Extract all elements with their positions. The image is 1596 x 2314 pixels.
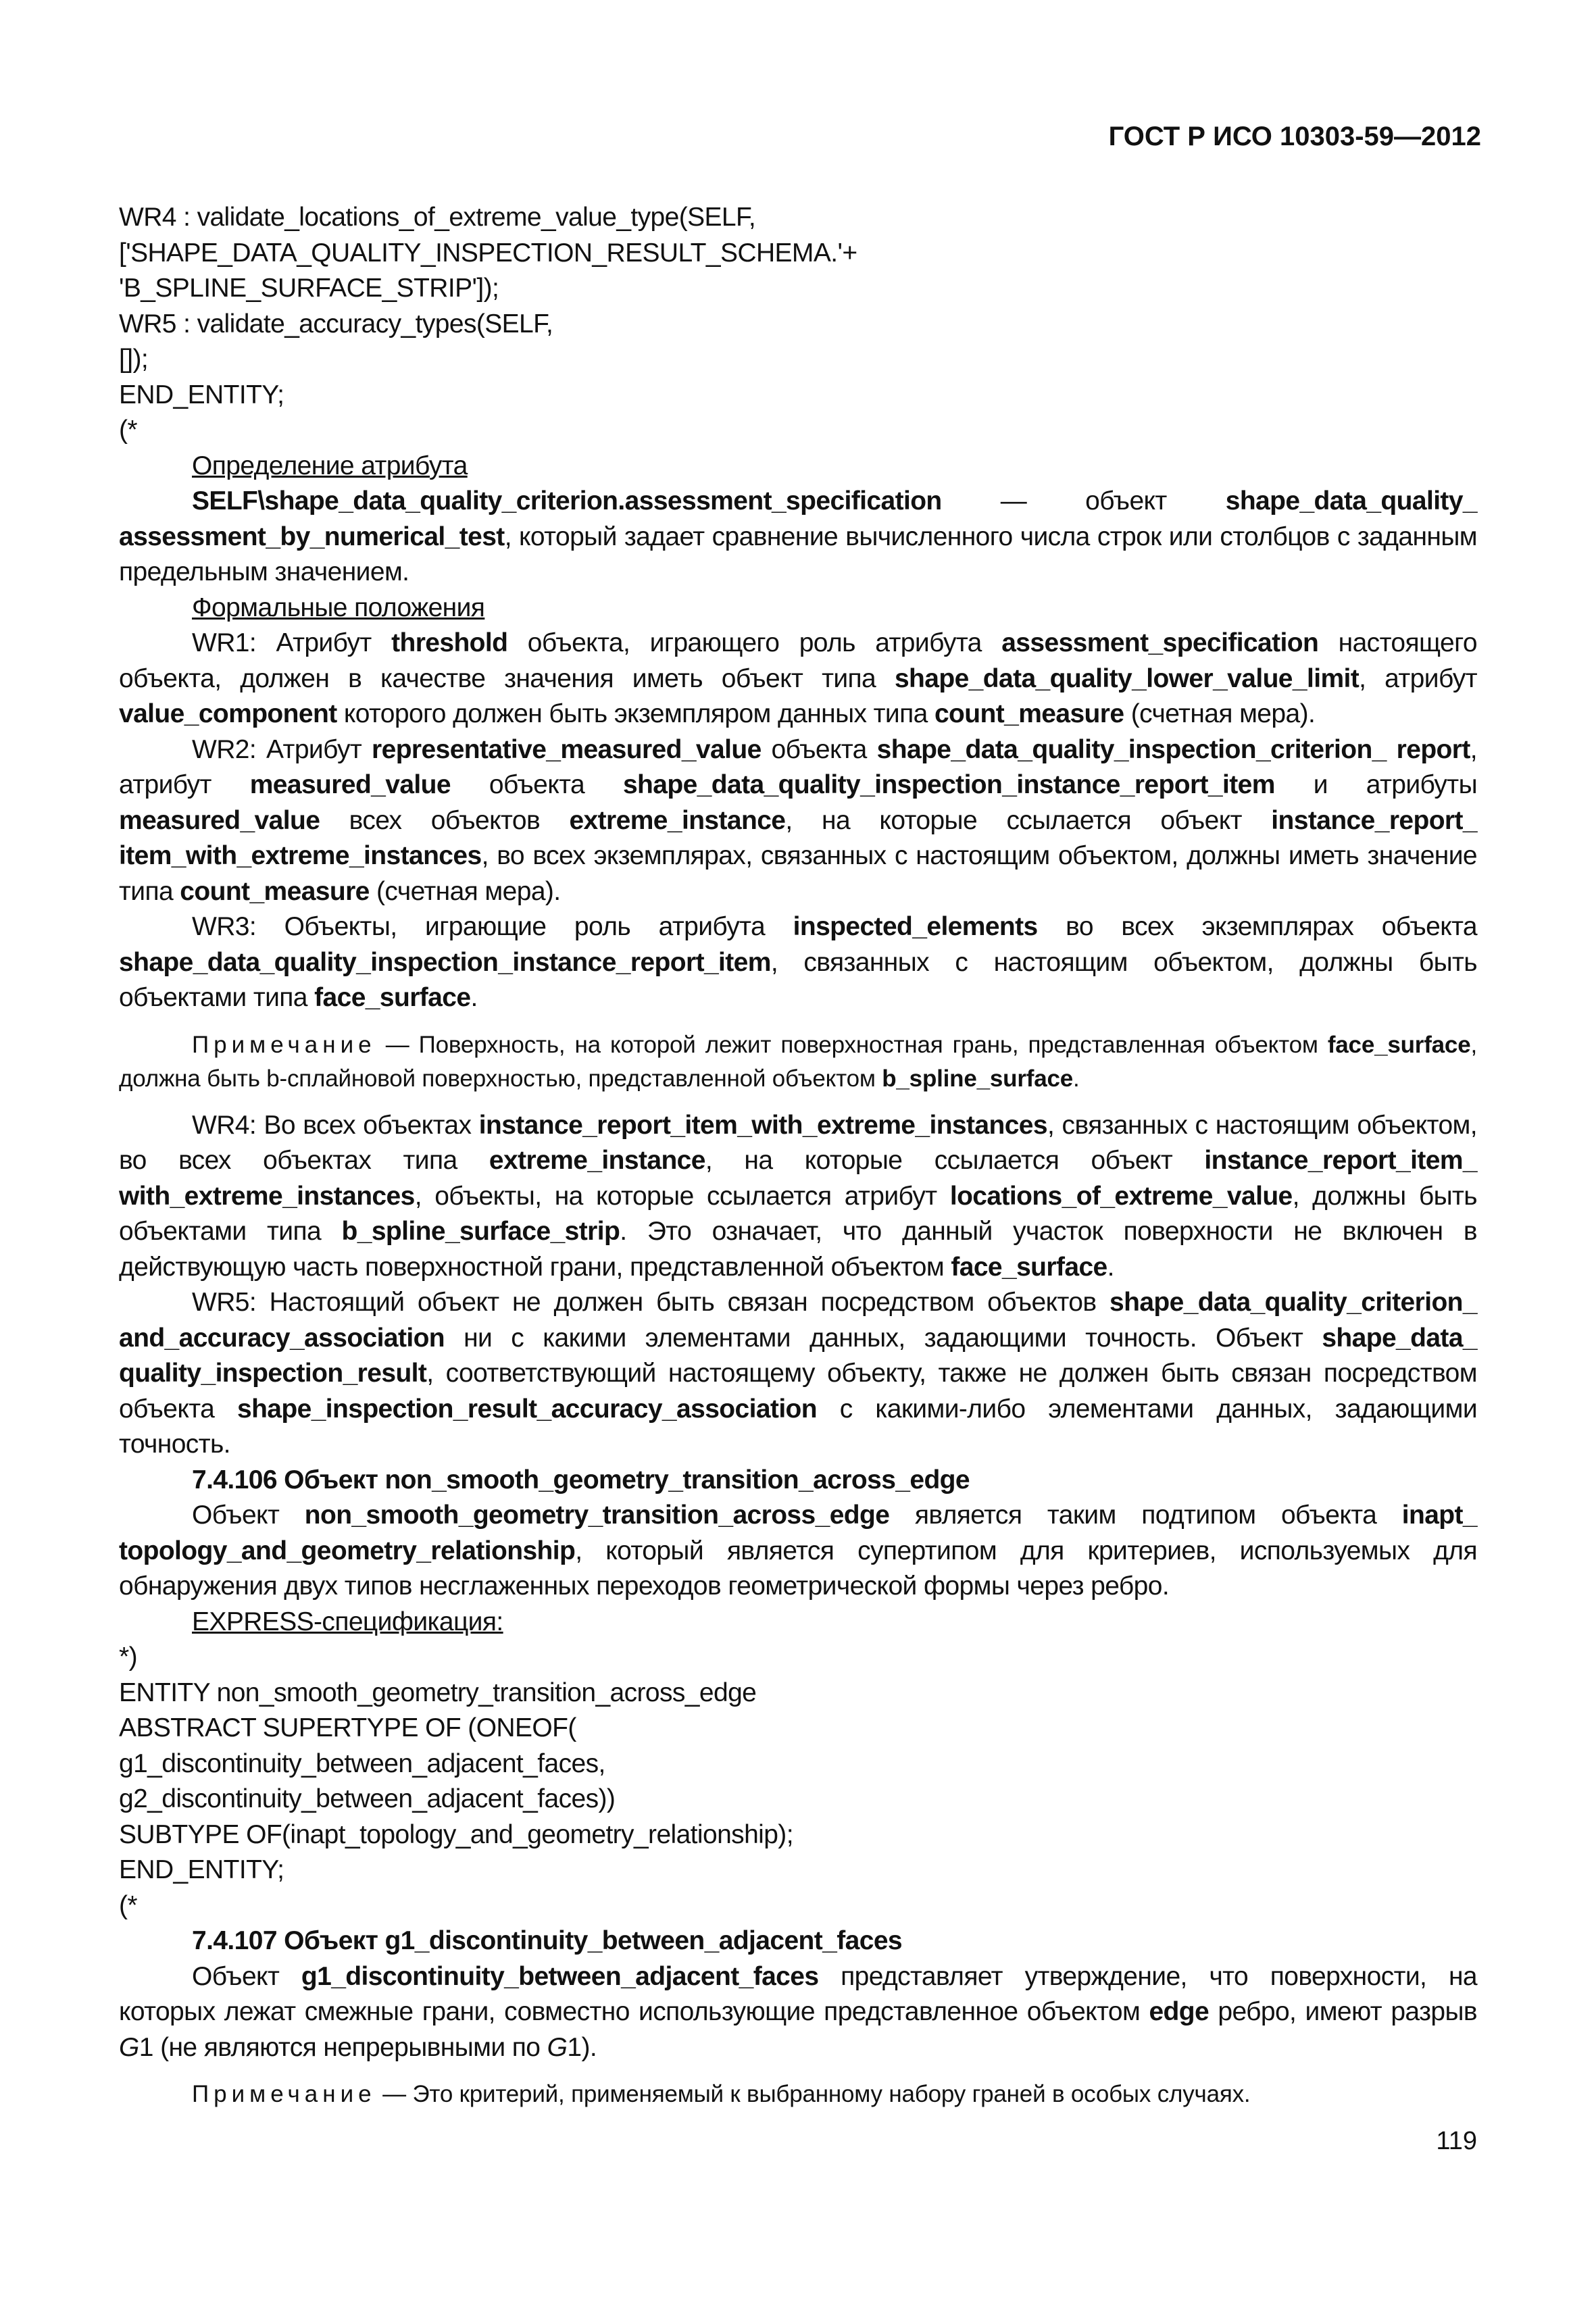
section-7-4-106-paragraph: Объект non_smooth_geometry_transition_across_edge является таким подтипом объекта inapt_ topology_and_geometry_relationship, который является супертипом для критериев, используемых для обнаружения двух типов несглаженных переходов геометрической формы через ребро.	[119, 1501, 1477, 1601]
wr1-paragraph: WR1: Атрибут threshold объекта, играющего роль атрибута assessment_specification настоящего объекта, должен в качестве значения иметь объект типа shape_data_quality_lower_value_limit, атрибут value_component которого должен быть экземпляром данных типа count_measure (счетная мера).	[119, 628, 1477, 728]
section-7-4-107-paragraph: Объект g1_discontinuity_between_adjacent_faces представляет утверждение, что поверхности, на которых лежат смежные грани, совместно использующие представленное объектом edge ребро, имеют разрыв G1 (не являются непрерывными по G1).	[119, 1961, 1477, 2062]
page-number: 119	[1436, 2127, 1477, 2155]
code-line: END_ENTITY;	[119, 1855, 284, 1884]
section-heading-7-4-106: 7.4.106 Объект non_smooth_geometry_transition_across_edge	[192, 1465, 970, 1494]
code-line: ENTITY non_smooth_geometry_transition_across_edge	[119, 1678, 757, 1707]
code-line: g2_discontinuity_between_adjacent_faces))	[119, 1784, 616, 1813]
code-line: 'B_SPLINE_SURFACE_STRIP']);	[119, 274, 499, 303]
wr4-paragraph: WR4: Во всех объектах instance_report_item_with_extreme_instances, связанных с настоящим объектом, во всех объектах типа extreme_instance, на которые ссылается объект instance_report_item_ with_extreme_instances, объекты, на которые ссылается атрибут locations_of_extreme_value, должны быть объектами типа b_spline_surface_strip. Это означает, что данный участок поверхности не включен в действующую часть поверхностной грани, представленной объектом face_surface.	[119, 1110, 1478, 1282]
code-line: ABSTRACT SUPERTYPE OF (ONEOF(	[119, 1713, 576, 1742]
code-block-top	[119, 200, 1477, 449]
code-line: SUBTYPE OF(inapt_topology_and_geometry_relationship);	[119, 1819, 793, 1849]
code-line: WR5 : validate_accuracy_types(SELF,	[119, 309, 553, 338]
page-body	[119, 200, 1477, 2123]
attribute-definition-paragraph: SELF\shape_data_quality_criterion.assessment_specification — объект shape_data_quality_ assessment_by_numerical_test, который задает сравнение вычисленного числа строк или столбцов с заданным предельным значением.	[119, 486, 1477, 586]
code-line: g1_discontinuity_between_adjacent_faces,	[119, 1749, 605, 1778]
note-label: Примечание	[192, 2081, 376, 2107]
note-label: Примечание	[192, 1031, 376, 1058]
code-line: *)	[119, 1642, 137, 1671]
code-line: (*	[119, 1890, 137, 1920]
section-heading-7-4-107: 7.4.107 Объект g1_discontinuity_between_adjacent_faces	[192, 1926, 902, 1955]
document-header: ГОСТ Р ИСО 10303-59—2012	[1108, 122, 1481, 151]
note-paragraph: Примечание — Поверхность, на которой лежит поверхностная грань, представленная объектом face_surface, должна быть b-сплайновой поверхностью, представленной объектом b_spline_surface.	[119, 1031, 1477, 1092]
code-line: WR4 : validate_locations_of_extreme_value_type(SELF,	[119, 203, 756, 232]
note-paragraph: Примечание — Это критерий, применяемый к выбранному набору граней в особых случаях.	[192, 2081, 1251, 2107]
code-line: (*	[119, 416, 137, 445]
wr5-paragraph: WR5: Настоящий объект не должен быть связан посредством объектов shape_data_quality_criterion_ and_accuracy_association ни с какими элементами данных, задающими точность. Объект shape_data_ quality_inspection_result, соответствующий настоящему объекту, также не должен быть связан посредством объекта shape_inspection_result_accuracy_association с какими-либо элементами данных, задающими точность.	[119, 1288, 1477, 1459]
wr2-paragraph: WR2: Атрибут representative_measured_value объекта shape_data_quality_inspection_criterion_ report, атрибут measured_value объекта shape_data_quality_inspection_instance_report_item и атрибуты measured_value всех объектов extreme_instance, на которые ссылается объект instance_report_ item_with_extreme_instances, во всех экземплярах, связанных с настоящим объектом, должны иметь значение типа count_measure (счетная мера).	[119, 734, 1478, 906]
wr3-paragraph: WR3: Объекты, играющие роль атрибута inspected_elements во всех экземплярах объекта shape_data_quality_inspection_instance_report_item, связанных с настоящим объектом, должны быть объектами типа face_surface.	[119, 912, 1478, 1012]
formal-propositions-title: Формальные положения	[192, 593, 485, 622]
attribute-definition-title: Определение атрибута	[192, 451, 468, 480]
code-line: []);	[119, 345, 149, 374]
code-line: ['SHAPE_DATA_QUALITY_INSPECTION_RESULT_SCHEMA.'+	[119, 238, 857, 268]
code-line: END_ENTITY;	[119, 380, 284, 409]
code-block-entity	[119, 1640, 1477, 1923]
express-spec-title: EXPRESS-спецификация:	[192, 1607, 503, 1636]
